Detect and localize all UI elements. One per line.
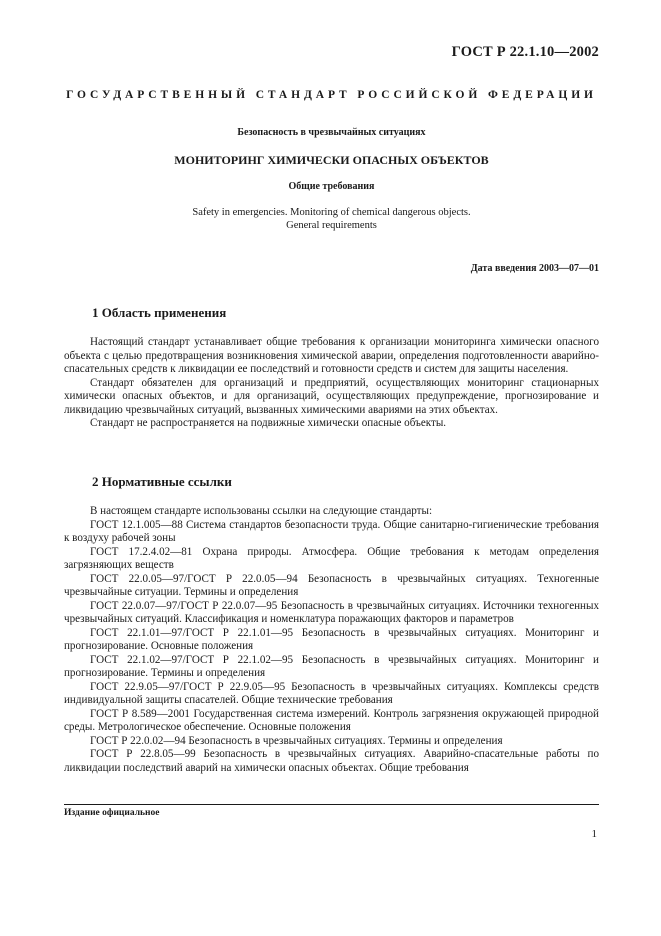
english-title-line-2: General requirements	[286, 220, 377, 231]
page-number: 1	[591, 828, 597, 840]
section-2-body	[64, 505, 599, 775]
reference-item: ГОСТ Р 22.8.05—99 Безопасность в чрезвычайных ситуациях. Аварийно-спасательные работы по ликвидации последствий аварий на химически опасных объектах. Общие требования	[64, 748, 599, 774]
section-1-heading: 1 Область применения	[92, 305, 227, 320]
reference-item: ГОСТ 22.9.05—97/ГОСТ Р 22.9.05—95 Безопасность в чрезвычайных ситуациях. Комплексы средств индивидуальной защиты спасателей. Общие технические требования	[64, 680, 599, 706]
reference-item: ГОСТ 12.1.005—88 Система стандартов безопасности труда. Общие санитарно-гигиенические требования к воздуху рабочей зоны	[64, 518, 599, 544]
reference-item: ГОСТ 17.2.4.02—81 Охрана природы. Атмосфера. Общие требования к методам определения загрязняющих веществ	[64, 545, 599, 571]
reference-item: ГОСТ Р 8.589—2001 Государственная система измерений. Контроль загрязнения окружающей природной среды. Метрологическое обеспечение. Основные положения	[64, 707, 599, 733]
english-title-line-1: Safety in emergencies. Monitoring of chemical dangerous objects.	[192, 207, 471, 218]
reference-item: ГОСТ Р 22.0.02—94 Безопасность в чрезвычайных ситуациях. Термины и определения	[90, 734, 503, 747]
edition-label: Издание официальное	[64, 808, 160, 818]
english-title	[64, 206, 599, 232]
paragraph: В настоящем стандарте использованы ссылки на следующие стандарты:	[90, 505, 433, 517]
section-2-heading: 2 Нормативные ссылки	[92, 474, 232, 489]
document-subtitle: Общие требования	[288, 181, 375, 192]
reference-item: ГОСТ 22.0.07—97/ГОСТ Р 22.0.07—95 Безопасность в чрезвычайных ситуациях. Источники техногенных чрезвычайных ситуаций. Классификация и номенклатура поражающих факторов и параметров	[64, 599, 599, 625]
footer-divider	[64, 804, 599, 805]
reference-item: ГОСТ 22.0.05—97/ГОСТ Р 22.0.05—94 Безопасность в чрезвычайных ситуациях. Техногенные чрезвычайные ситуации. Термины и определения	[64, 572, 599, 598]
paragraph: Настоящий стандарт устанавливает общие требования к организации мониторинга химически опасного объекта с целью предотвращения возникновения химической аварии, определения подготовленности аварийно-спасательных средств к ликвидации ее последствий и готовности средств и систем для защиты населения.	[64, 336, 599, 375]
state-standard-heading: ГОСУДАРСТВЕННЫЙ СТАНДАРТ РОССИЙСКОЙ ФЕДЕРАЦИИ	[66, 89, 597, 101]
reference-item: ГОСТ 22.1.02—97/ГОСТ Р 22.1.02—95 Безопасность в чрезвычайных ситуациях. Мониторинг и прогнозирование. Термины и определения	[64, 653, 599, 679]
standard-category: Безопасность в чрезвычайных ситуациях	[237, 127, 426, 138]
document-code: ГОСТ Р 22.1.10—2002	[451, 44, 599, 60]
document-title: МОНИТОРИНГ ХИМИЧЕСКИ ОПАСНЫХ ОБЪЕКТОВ	[174, 153, 489, 167]
section-1-body	[64, 336, 599, 431]
paragraph: Стандарт обязателен для организаций и предприятий, осуществляющих мониторинг стационарных химически опасных объектов, и для организаций, осуществляющих предупреждение, прогнозирование и ликвидацию чрезвычайных ситуаций, вызванных химическими авариями на этих объектах.	[64, 376, 599, 416]
reference-item: ГОСТ 22.1.01—97/ГОСТ Р 22.1.01—95 Безопасность в чрезвычайных ситуациях. Мониторинг и прогнозирование. Основные положения	[64, 626, 599, 652]
introduction-date: Дата введения 2003—07—01	[470, 263, 599, 274]
paragraph: Стандарт не распространяется на подвижные химически опасные объекты.	[90, 417, 447, 429]
